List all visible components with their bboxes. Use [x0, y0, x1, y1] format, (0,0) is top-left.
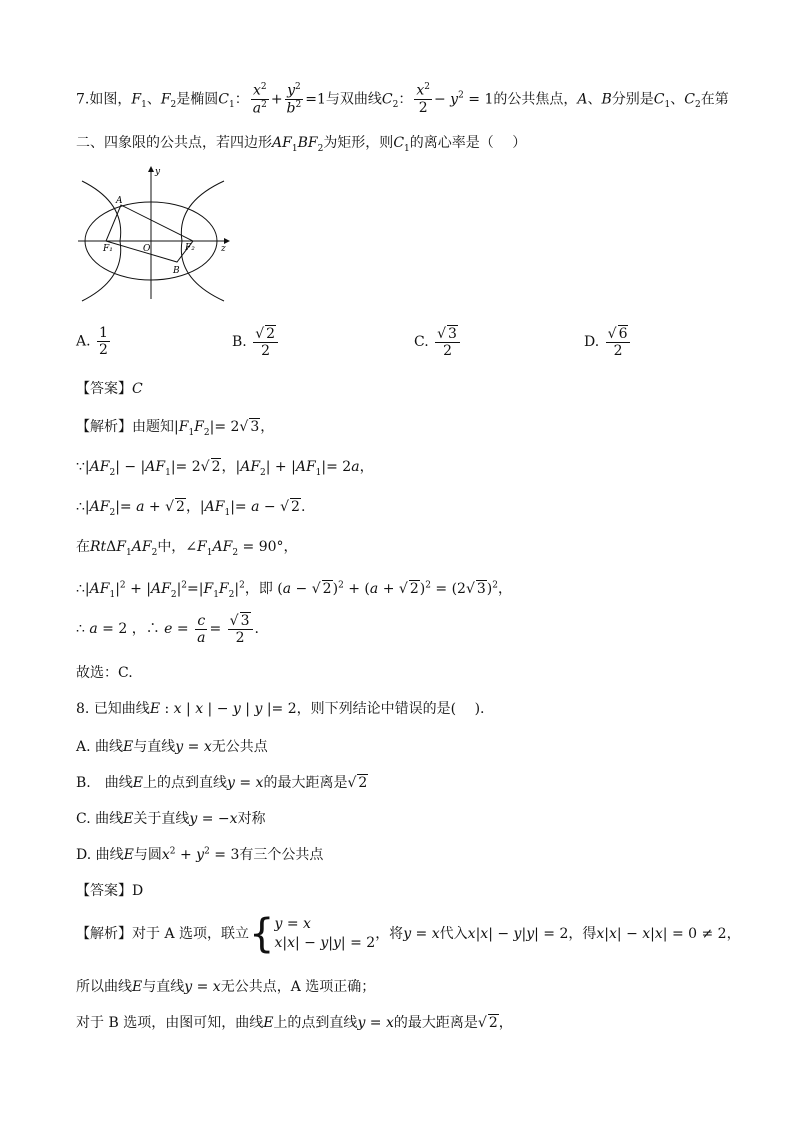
- q7-answer: 【答案】C: [76, 381, 143, 397]
- q8-analysis-line2: 所以曲线E与直线y = x无公共点，A 选项正确；: [76, 979, 376, 995]
- q8-analysis-line3: 对于 B 选项，由图可知，曲线E上的点到直线y = x的最大距离是√ 2，: [76, 1015, 513, 1031]
- q7-analysis-line5: $\therefore|AF_1|^2 + |AF_2|^2=|F_1F_2|^2$，即 (a − √ 2)$^2$ + (a + √ 2)$^2$ = (2√ 3)$^2$，: [76, 580, 512, 600]
- q7-option-b: B. $\frac{√ 2}{2}$: [232, 325, 280, 359]
- q7-stem-line2: 二、四象限的公共点，若四边形$AF_1BF_2$为矩形，则$C_1$的离心率是（ ）: [76, 135, 527, 154]
- q7-analysis-line4: 在$Rt\Delta F_1AF_2$中，$\angle F_1AF_2 = 90^\circ$，: [76, 539, 298, 558]
- q8-option-b: B. 曲线E上的点到直线y = x的最大距离是√ 2: [76, 775, 368, 791]
- label-o: O: [143, 244, 151, 254]
- q7-option-c: C. $\frac{√ 3}{2}$: [414, 325, 462, 359]
- q8-answer: 【答案】D: [76, 883, 144, 899]
- q8-analysis-line1: 【解析】对于 A 选项，联立{y = x x|x| − y|y| = 2，将y = x代入x|x| − y|y| = 2，得x|x| − x|x| = 0 ≠ 2，: [76, 911, 741, 957]
- q7-final: 故选：C.: [76, 665, 133, 681]
- q8-option-a: A. 曲线E与直线y = x无公共点: [76, 739, 268, 755]
- q7-option-d: D. $\frac{√ 6}{2}$: [584, 325, 632, 359]
- q7-option-a: A. $\frac{1}{2}$: [76, 325, 108, 359]
- q7-analysis-line1: 【解析】由题知$|F_1F_2|= 2√$ 3，: [76, 419, 275, 438]
- q7-analysis-line6: ∴ a = 2 ，∴ e = $\frac{c}{a}$ = $\frac{√ 3}{2}$ .: [76, 612, 259, 647]
- q7-stem-line1: 7.如图，$F_1$、$F_2$是椭圆$C_1$： $\frac{x^2}{a^2}$ + $\frac{y^2}{b^2}$ =1与双曲线$C_2$： $\frac{x^2}{2}$ − $y^2 = 1$的公共焦点，A、B分别是$C_1$、$C_2$在第: [76, 82, 729, 117]
- x-axis-label: z: [221, 244, 226, 254]
- y-axis-arrow: [148, 166, 154, 172]
- y-axis-label: y: [155, 167, 161, 177]
- label-f2: F₂: [185, 243, 195, 253]
- label-a: A: [116, 196, 123, 206]
- q7-analysis-line3: $\therefore|AF_2|= a$ + √ 2，$|AF_1|= a$ − √ 2.: [76, 499, 306, 518]
- q8-option-d: D. 曲线E与圆$x^2 + y^2 = 3$有三个公共点: [76, 846, 324, 863]
- q8-option-c: C. 曲线E关于直线y = −x对称: [76, 811, 266, 827]
- q8-stem: 8. 已知曲线E : x | x | − y | y |= 2，则下列结论中错误的是( ).: [76, 701, 485, 717]
- label-b: B: [173, 266, 180, 276]
- label-f1: F₁: [103, 244, 113, 254]
- ellipse-hyperbola-figure: [74, 163, 234, 303]
- q7-analysis-line2: $\because|AF_2| - |AF_1|= 2√$ 2，$|AF_2| + |AF_1|= 2a$，: [76, 459, 374, 478]
